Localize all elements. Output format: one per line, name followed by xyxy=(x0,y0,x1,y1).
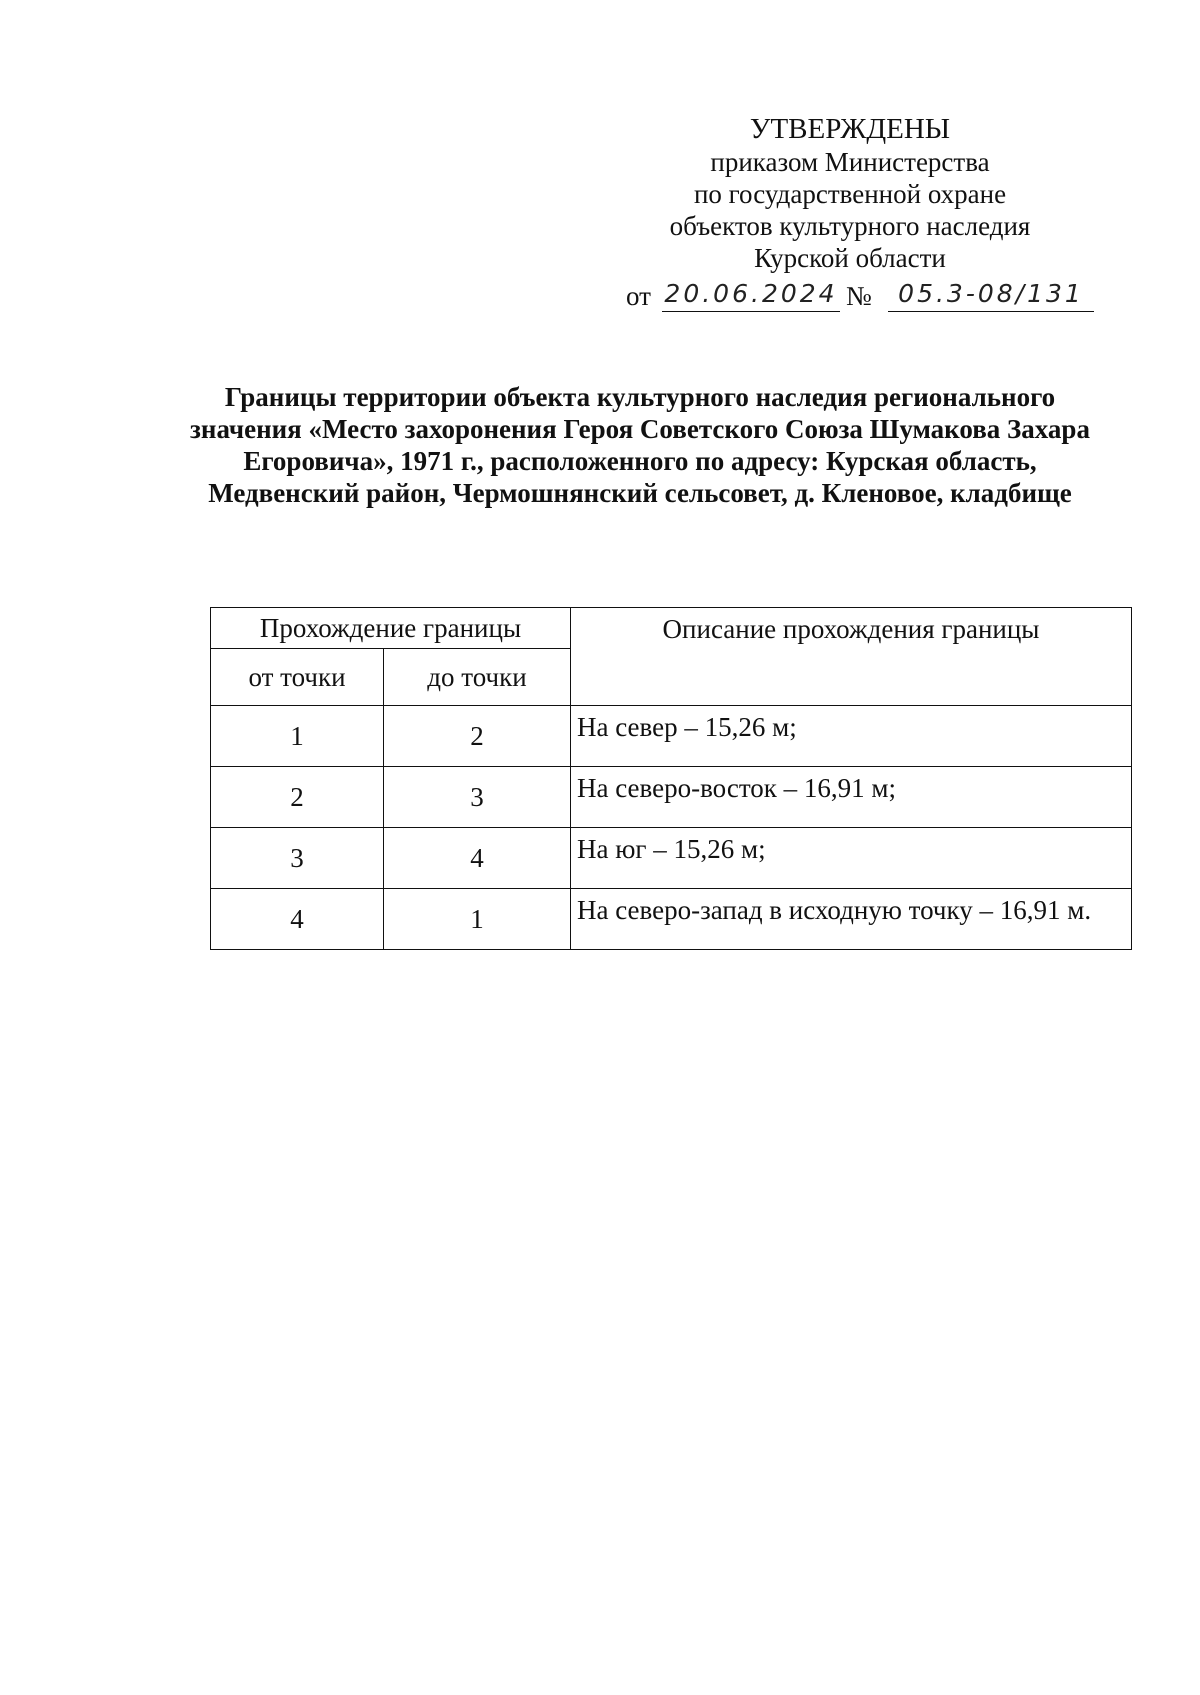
header-to-point: до точки xyxy=(384,649,571,706)
order-date-number-line xyxy=(626,279,1096,315)
approval-block xyxy=(610,112,1090,274)
cell-to-point: 4 xyxy=(384,828,571,889)
approval-line: приказом Министерства xyxy=(710,147,990,177)
table-row xyxy=(211,828,1132,889)
cell-to-point: 2 xyxy=(384,706,571,767)
cell-to-point: 1 xyxy=(384,889,571,950)
date-prefix: от xyxy=(626,281,651,311)
boundary-table xyxy=(210,607,1132,950)
cell-to-point: 3 xyxy=(384,767,571,828)
table-row xyxy=(211,889,1132,950)
document-title: Границы территории объекта культурного наследия регионального значения «Место захоронения Героя Советского Союза Шумакова Захара Егоровича», 1971 г., расположенного по адресу: Курская область, Медвенский район, Чермошнянский сельсовет, д. Кленовое, кладбище xyxy=(190,382,1090,508)
cell-from-point: 2 xyxy=(211,767,384,828)
cell-description: На северо-восток – 16,91 м; xyxy=(571,767,1132,828)
handwritten-number: 05.3-08/131 xyxy=(888,279,1094,312)
cell-description: На юг – 15,26 м; xyxy=(571,828,1132,889)
cell-description: На север – 15,26 м; xyxy=(571,706,1132,767)
header-boundary-passage: Прохождение границы xyxy=(211,608,571,649)
header-boundary-description: Описание прохождения границы xyxy=(571,608,1132,706)
table-row xyxy=(211,706,1132,767)
approval-line: Курской области xyxy=(754,243,946,273)
handwritten-date: 20.06.2024 xyxy=(662,279,840,312)
cell-description: На северо-запад в исходную точку – 16,91 м. xyxy=(571,889,1132,950)
number-prefix: № xyxy=(846,281,872,311)
cell-from-point: 1 xyxy=(211,706,384,767)
table-row xyxy=(211,767,1132,828)
approval-line: объектов культурного наследия xyxy=(669,211,1031,241)
header-from-point: от точки xyxy=(211,649,384,706)
cell-from-point: 4 xyxy=(211,889,384,950)
cell-from-point: 3 xyxy=(211,828,384,889)
approval-line: по государственной охране xyxy=(693,179,1007,209)
approval-heading: УТВЕРЖДЕНЫ xyxy=(749,113,951,145)
